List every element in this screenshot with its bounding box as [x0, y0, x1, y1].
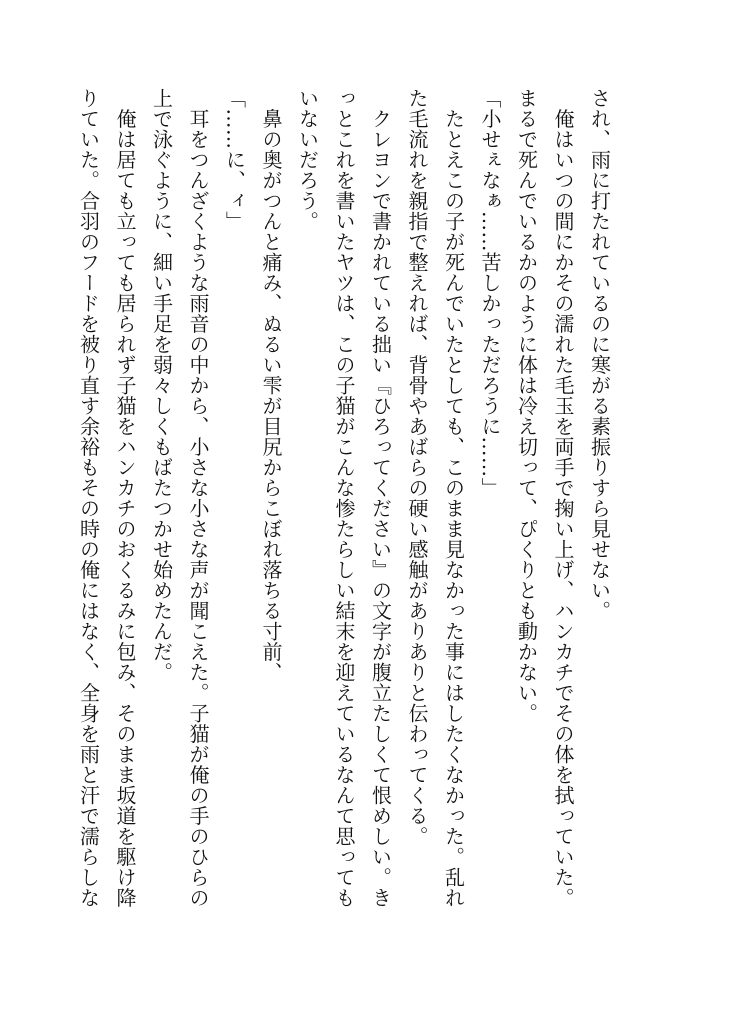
text-line: っとこれを書いたヤツは、この子猫がこんな惨たらしい結末を迎えているなんて思っても — [332, 88, 356, 908]
text-line: クレヨンで書かれている拙い『ひろってください』の文字が腹立たしくて恨めしい。き — [368, 88, 393, 908]
text-line: 「小せぇなぁ……苦しかっただろうに……」 — [478, 88, 502, 498]
text-line: たとえこの子が死んでいたとしても、このまま見なかった事にはしたくなかった。乱れ — [441, 88, 466, 908]
text-line: いないだろう。 — [295, 88, 320, 232]
page — [70, 88, 612, 968]
text-line: りていた。合羽のフードを被り直す余裕もその時の俺にはなく、全身を雨と汗で濡らしな — [76, 88, 101, 908]
text-line: 俺は居ても立っても居られず子猫をハンカチのおくるみに包み、そのまま坂道を駆け降 — [113, 88, 137, 908]
text-line: た毛流れを親指で整えれば、背骨やあばらの硬い感触がありありと伝わってくる。 — [405, 88, 429, 847]
text-line: され、雨に打たれているのに寒がる素振りすら見せない。 — [587, 88, 612, 621]
vertical-text-body — [70, 88, 618, 968]
text-line: 鼻の奥がつんと痛み、ぬるい雫が目尻からこぼれ落ちる寸前、 — [259, 88, 283, 683]
text-line: まるで死んでいるかのように体は冷え切って、ぴくりとも動かない。 — [514, 88, 539, 724]
text-line: 「……に、ィ」 — [222, 88, 247, 232]
text-line: 俺はいつの間にかその濡れた毛玉を両手で掬い上げ、ハンカチでその体を拭っていた。 — [551, 88, 575, 908]
text-line: 耳をつんざくような雨音の中から、小さな小さな声が聞こえた。子猫が俺の手のひらの — [186, 88, 210, 908]
text-line: 上で泳ぐように、細い手足を弱々しくもばたつかせ始めたんだ。 — [149, 88, 174, 683]
